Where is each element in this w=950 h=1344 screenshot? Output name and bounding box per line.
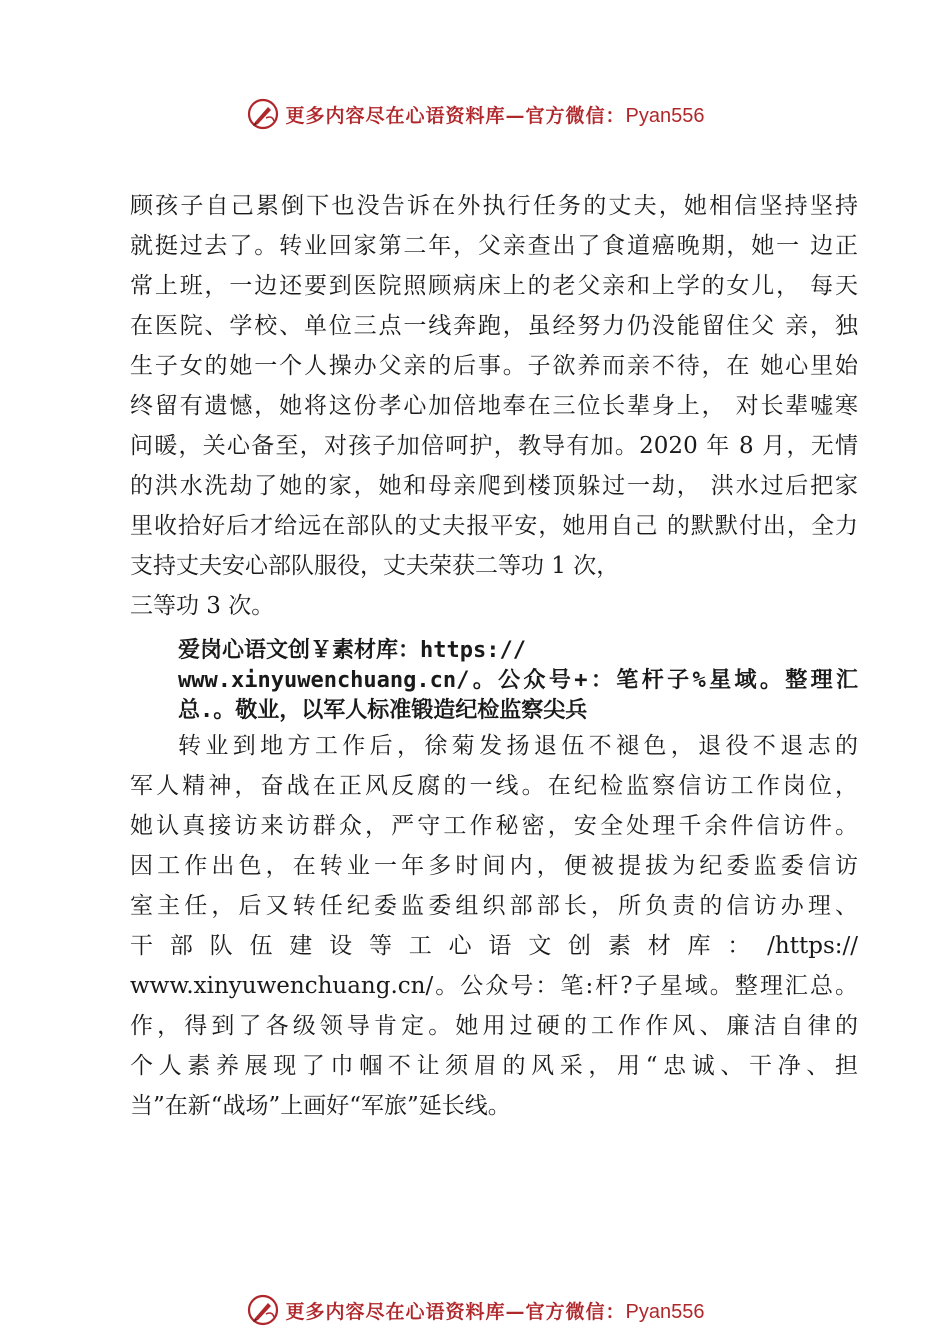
p1-line: 的洪水洗劫了她的家，她和母亲爬到楼顶躲过一劫， 洪水过后把家 [130,473,858,499]
section-heading-line: 爱岗心语文创￥素材库：https:// [178,638,526,663]
pen-logo-icon [246,97,280,131]
p1-line: 生子女的她一个人操办父亲的后事。子欲养而亲不待，在 她心里始 [130,353,858,379]
section-heading-line: 总.。敬业，以军人标准锻造纪检监察尖兵 [178,698,588,723]
p1-line: 在医院、学校、单位三点一线奔跑，虽经努力仍没能留住父 亲，独 [130,313,858,339]
section-heading-line: www.xinyuwenchuang.cn/。公众号+：笔杆子%星域。整理汇 [178,668,858,693]
p1-line: 终留有遗憾，她将这份孝心加倍地奉在三位长辈身上， 对长辈嘘寒 [130,393,858,419]
p1-line: 就挺过去了。转业回家第二年，父亲查出了食道癌晚期，她一 边正 [130,233,858,259]
p1-line: 顾孩子自己累倒下也没告诉在外执行任务的丈夫，她相信坚持坚持 [130,193,858,219]
p2-line: 作，得到了各级领导肯定。她用过硬的工作作风、廉洁自律的 [130,1013,858,1039]
header-wechat-id: Pyan556 [625,104,705,127]
p2-line: 军人精神，奋战在正风反腐的一线。在纪检监察信访工作岗位， [130,773,858,799]
p1-line: 支持丈夫安心部队服役，丈夫荣获二等功 1 次， [130,553,620,579]
footer-wechat-id: Pyan556 [625,1300,705,1323]
p2-line: 室主任，后又转任纪委监委组织部部长，所负责的信访办理、 [130,893,858,919]
p2-line: 个人素养展现了巾帼不让须眉的风采，用“忠诚、干净、担 [130,1053,858,1079]
p2-line: 当”在新“战场”上画好“军旅”延长线。 [130,1093,511,1119]
p2-line: 她认真接访来访群众，严守工作秘密，安全处理千余件信访件。 [130,813,858,839]
header-title: 更多内容尽在心语资料库—官方微信：Pyan556 [285,104,705,127]
pen-logo-icon [246,1293,280,1327]
p1-line: 常上班，一边还要到医院照顾病床上的老父亲和上学的女儿， 每天 [130,273,858,299]
p1-line: 问暖，关心备至，对孩子加倍呵护，教导有加。2020 年 8 月，无情 [130,433,858,459]
p2-line: www.xinyuwenchuang.cn/。公众号：笔:杆?子星域。整理汇总。 [130,973,858,999]
document-body [130,186,858,1126]
p2-line: 因工作出色，在转业一年多时间内，便被提拔为纪委监委信访 [130,853,858,879]
p1-line: 三等功 3 次。 [130,593,275,619]
header-banner [0,94,950,134]
p2-line: 干部队伍建设等工心语文创素材库：/https:// [130,933,858,959]
footer-banner [0,1290,950,1330]
p2-line: 转业到地方工作后，徐菊发扬退伍不褪色，退役不退志的 [178,733,858,759]
footer-title: 更多内容尽在心语资料库—官方微信：Pyan556 [285,1300,705,1323]
p1-line: 里收拾好后才给远在部队的丈夫报平安，她用自己 的默默付出，全力 [130,513,858,539]
